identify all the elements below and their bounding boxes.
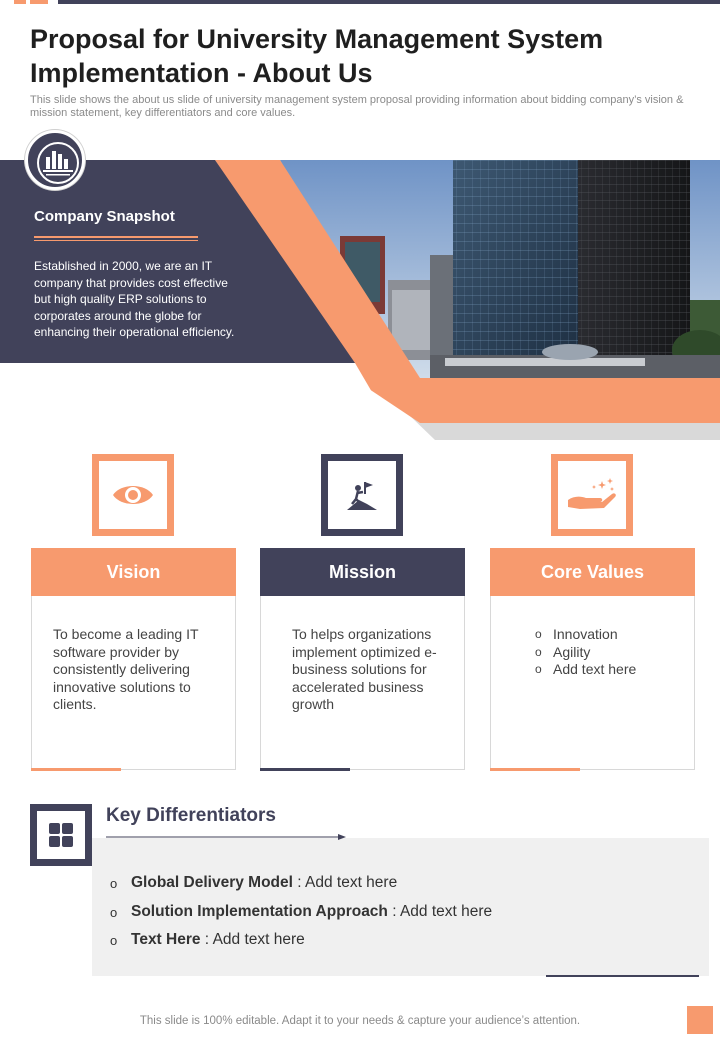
vision-card-accent (31, 768, 121, 771)
differentiator-item (110, 903, 492, 932)
differentiator-label: Global Delivery Model (131, 874, 293, 891)
top-accent-small (14, 0, 26, 4)
snapshot-underline (34, 236, 198, 238)
core-value-item: o Agility (535, 644, 636, 662)
core-values-title: Core Values (490, 548, 695, 596)
core-values-icon-box (551, 454, 633, 536)
differentiator-label: Solution Implementation Approach (131, 902, 388, 920)
differentiator-value: : Add text here (387, 902, 493, 920)
differentiator-value: : Add text here (292, 874, 398, 891)
mission-card (260, 548, 465, 770)
core-value-item: o Innovation (535, 626, 636, 644)
differentiators-icon-box (30, 804, 92, 866)
mission-icon-box (321, 454, 403, 536)
city-skyline-icon (34, 139, 82, 187)
differentiator-value: : Add text here (200, 931, 305, 948)
differentiator-label: Text Here (131, 931, 201, 948)
differentiators-list (110, 874, 492, 960)
snapshot-underline-thin (34, 240, 198, 241)
snapshot-title: Company Snapshot (34, 208, 175, 225)
page-title: Proposal for University Management System Implementation - About Us (30, 24, 604, 88)
vision-text: To become a leading IT software provider by consistently delivering innovative solutions to clients. (53, 626, 199, 712)
mission-card-accent (260, 768, 350, 771)
hand-sparkle-icon (566, 478, 618, 512)
arrow-line-icon (106, 834, 346, 840)
core-values-card (490, 548, 695, 770)
differentiator-item (110, 931, 492, 960)
snapshot-text: Established in 2000, we are an IT company that provides cost effective but high quality ERP solutions to corporates around the globe for enhancing their operational efficiency. (34, 259, 235, 339)
page-subtitle: This slide shows the about us slide of university management system proposal providing information about bidding company’s vision & mission statement, key differentiators and core values. (30, 94, 684, 119)
vision-card (31, 548, 236, 770)
company-logo (25, 130, 85, 190)
mission-text: To helps organizations implement optimized e-business solutions for accelerated business growth (292, 626, 437, 712)
differentiators-underline (546, 975, 699, 977)
footer-note: This slide is 100% editable. Adapt it to your needs & capture your audience’s attention. (139, 1015, 581, 1027)
core-values-card-accent (490, 768, 580, 771)
vision-icon-box (92, 454, 174, 536)
footer-accent (687, 1006, 713, 1034)
vision-title: Vision (31, 548, 236, 596)
differentiators-title: Key Differentiators (106, 805, 276, 826)
core-value-item: o Add text here (535, 661, 636, 679)
grid-icon (48, 822, 74, 848)
climber-flag-icon (345, 478, 379, 512)
core-values-list (535, 626, 636, 679)
differentiator-item (110, 874, 492, 903)
top-bar (58, 0, 720, 4)
top-accent-medium (30, 0, 48, 4)
eye-icon (111, 480, 155, 510)
mission-title: Mission (260, 548, 465, 596)
